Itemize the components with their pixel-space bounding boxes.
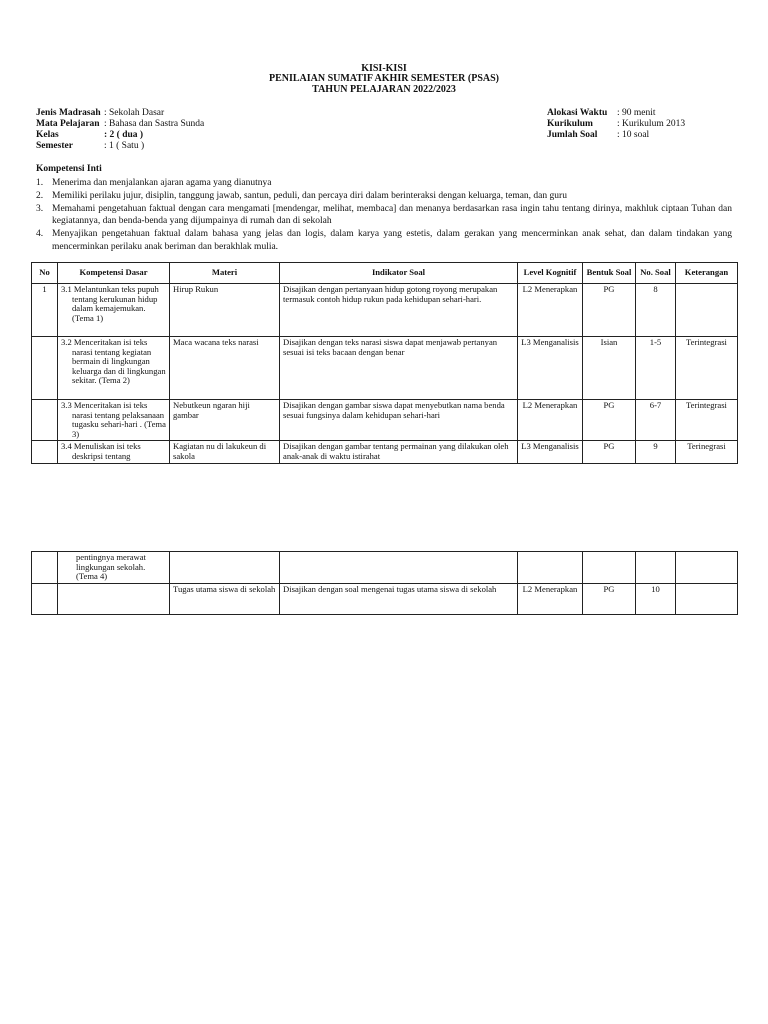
info-value: : 90 menit (617, 108, 656, 118)
cell-materi (170, 552, 280, 584)
ki-item (36, 203, 732, 229)
cell-ket: Terintegrasi (676, 400, 738, 441)
info-label: Alokasi Waktu (547, 108, 608, 118)
cell-ket (676, 552, 738, 584)
cell-level: L3 Menganalisis (518, 441, 583, 464)
cell-bentuk: PG (583, 441, 636, 464)
info-value: : Sekolah Dasar (104, 108, 165, 118)
cell-ket (676, 584, 738, 615)
cell-indikator (280, 552, 518, 584)
cell-kd (58, 584, 170, 615)
ki-text: Menyajikan pengetahuan faktual dalam bahasa yang jelas dan logis, dalam karya yang estetis, dalam gerakan yang mencerminkan anak sehat, dan dalam tindakan yang mencerminkan perilaku anak beriman dan berakhlak mulia. (52, 229, 732, 252)
cell-materi: Hirup Rukun (170, 284, 280, 337)
cell-no (32, 552, 58, 584)
info-label: Semester (36, 141, 73, 151)
info-value: : 10 soal (617, 130, 650, 140)
cell-materi: Nebutkeun ngaran hiji gambar (170, 400, 280, 441)
cell-nosoal (636, 552, 676, 584)
ki-text: Menerima dan menjalankan ajaran agama yang dianutnya (52, 178, 272, 188)
ki-item (36, 190, 732, 203)
cell-no (32, 584, 58, 615)
info-label: Jumlah Soal (547, 130, 598, 140)
info-row-semester (36, 141, 204, 152)
table-row (32, 552, 738, 584)
cell-kd: 3.1 Melantunkan teks pupuh tentang kerukunan hidup dalam kemajemukan. (Tema 1) (58, 284, 170, 337)
info-row-kurikulum (547, 119, 685, 130)
cell-bentuk: PG (583, 400, 636, 441)
cell-level: L2 Menerapkan (518, 400, 583, 441)
cell-level (518, 552, 583, 584)
cell-materi: Kagiatan nu di lakukeun di sakola (170, 441, 280, 464)
table-row (32, 337, 738, 400)
cell-bentuk: PG (583, 284, 636, 337)
info-value: : Bahasa dan Sastra Sunda (104, 119, 205, 129)
info-row-alokasi (547, 108, 685, 119)
cell-indikator: Disajikan dengan gambar tentang permainan yang dilakukan oleh anak-anak di waktu istirahat (280, 441, 518, 464)
cell-nosoal: 9 (636, 441, 676, 464)
kompetensi-inti-list (36, 177, 732, 254)
cell-nosoal: 8 (636, 284, 676, 337)
cell-materi: Maca wacana teks narasi (170, 337, 280, 400)
col-header-bentuk: Bentuk Soal (583, 263, 636, 284)
cell-indikator: Disajikan dengan soal mengenai tugas utama siswa di sekolah (280, 584, 518, 615)
cell-nosoal: 1-5 (636, 337, 676, 400)
table-row (32, 584, 738, 615)
info-row-madrasah (36, 108, 204, 119)
info-label: Jenis Madrasah (36, 108, 101, 118)
ki-num: 3. (36, 203, 44, 214)
cell-indikator: Disajikan dengan pertanyaan hidup gotong royong merupakan termasuk contoh hidup rukun pada kehidupan sehari-hari. (280, 284, 518, 337)
info-row-kelas (36, 130, 204, 141)
kisi-kisi-table-continued (31, 551, 738, 615)
info-row-mapel (36, 119, 204, 130)
doc-title-3: TAHUN PELAJARAN 2022/2023 (312, 84, 456, 95)
cell-level: L2 Menerapkan (518, 584, 583, 615)
kisi-kisi-table (31, 262, 738, 464)
cell-indikator: Disajikan dengan teks narasi siswa dapat menjawab pertanyan sesuai isi teks bacaan dengan benar (280, 337, 518, 400)
info-right (547, 108, 685, 141)
col-header-indikator: Indikator Soal (280, 263, 518, 284)
col-header-level: Level Kognitif (518, 263, 583, 284)
table-header-row (32, 263, 738, 284)
ki-item (36, 177, 732, 190)
info-label: Mata Pelajaran (36, 119, 100, 129)
info-label: Kurikulum (547, 119, 593, 129)
info-label: Kelas (36, 130, 59, 140)
cell-no: 1 (32, 284, 58, 337)
cell-kd: 3.4 Menuliskan isi teks deskripsi tentang (58, 441, 170, 464)
info-value: : Kurikulum 2013 (617, 119, 686, 129)
cell-indikator: Disajikan dengan gambar siswa dapat menyebutkan nama benda sesuai fungsinya dalam kehidupan sehari-hari (280, 400, 518, 441)
table-row (32, 400, 738, 441)
col-header-no: No (32, 263, 58, 284)
cell-nosoal: 6-7 (636, 400, 676, 441)
ki-text: Memahami pengetahuan faktual dengan cara mengamati [mendengar, melihat, membaca] dan menanya berdasarkan rasa ingin tahu tentang dirinya, makhluk ciptaan Tuhan dan kegiatannya, dan benda-benda yang dijumpainya di rumah dan di sekolah (52, 203, 732, 227)
doc-title-2: PENILAIAN SUMATIF AKHIR SEMESTER (PSAS) (268, 73, 500, 84)
cell-nosoal: 10 (636, 584, 676, 615)
table-row (32, 441, 738, 464)
col-header-ket: Keterangan (676, 263, 738, 284)
info-row-jumlah (547, 130, 685, 141)
cell-bentuk: Isian (583, 337, 636, 400)
doc-title-1: KISI-KISI (361, 63, 407, 74)
ki-num: 2. (36, 190, 44, 201)
cell-bentuk: PG (583, 584, 636, 615)
cell-no (32, 337, 58, 400)
cell-kd: 3.2 Menceritakan isi teks narasi tentang kegiatan bermain di lingkungan keluarga dan di lingkungan sekitar. (Tema 2) (58, 337, 170, 400)
ki-item (36, 228, 732, 254)
info-value: : 1 ( Satu ) (104, 141, 145, 151)
cell-kd: pentingnya merawat lingkungan sekolah. (Tema 4) (58, 552, 170, 584)
info-left (36, 108, 204, 152)
table-row (32, 284, 738, 337)
cell-ket: Terinegrasi (676, 441, 738, 464)
cell-ket (676, 284, 738, 337)
kompetensi-inti-heading: Kompetensi Inti (36, 164, 102, 174)
col-header-kd: Kompetensi Dasar (58, 263, 170, 284)
cell-level: L2 Menerapkan (518, 284, 583, 337)
cell-bentuk (583, 552, 636, 584)
col-header-materi: Materi (170, 263, 280, 284)
ki-num: 4. (36, 229, 44, 240)
col-header-nosoal: No. Soal (636, 263, 676, 284)
cell-materi: Tugas utama siswa di sekolah (170, 584, 280, 615)
cell-level: L3 Menganalisis (518, 337, 583, 400)
info-value: : 2 ( dua ) (104, 130, 144, 140)
ki-num: 1. (36, 178, 44, 188)
cell-ket: Terintegrasi (676, 337, 738, 400)
cell-kd: 3.3 Menceritakan isi teks narasi tentang pelaksanaan tugasku sehari-hari . (Tema 3) (58, 400, 170, 441)
cell-no (32, 441, 58, 464)
ki-text: Memiliki perilaku jujur, disiplin, tanggung jawab, santun, peduli, dan percaya diri dalam berinteraksi dengan keluarga, teman, dan guru (52, 190, 567, 201)
cell-no (32, 400, 58, 441)
